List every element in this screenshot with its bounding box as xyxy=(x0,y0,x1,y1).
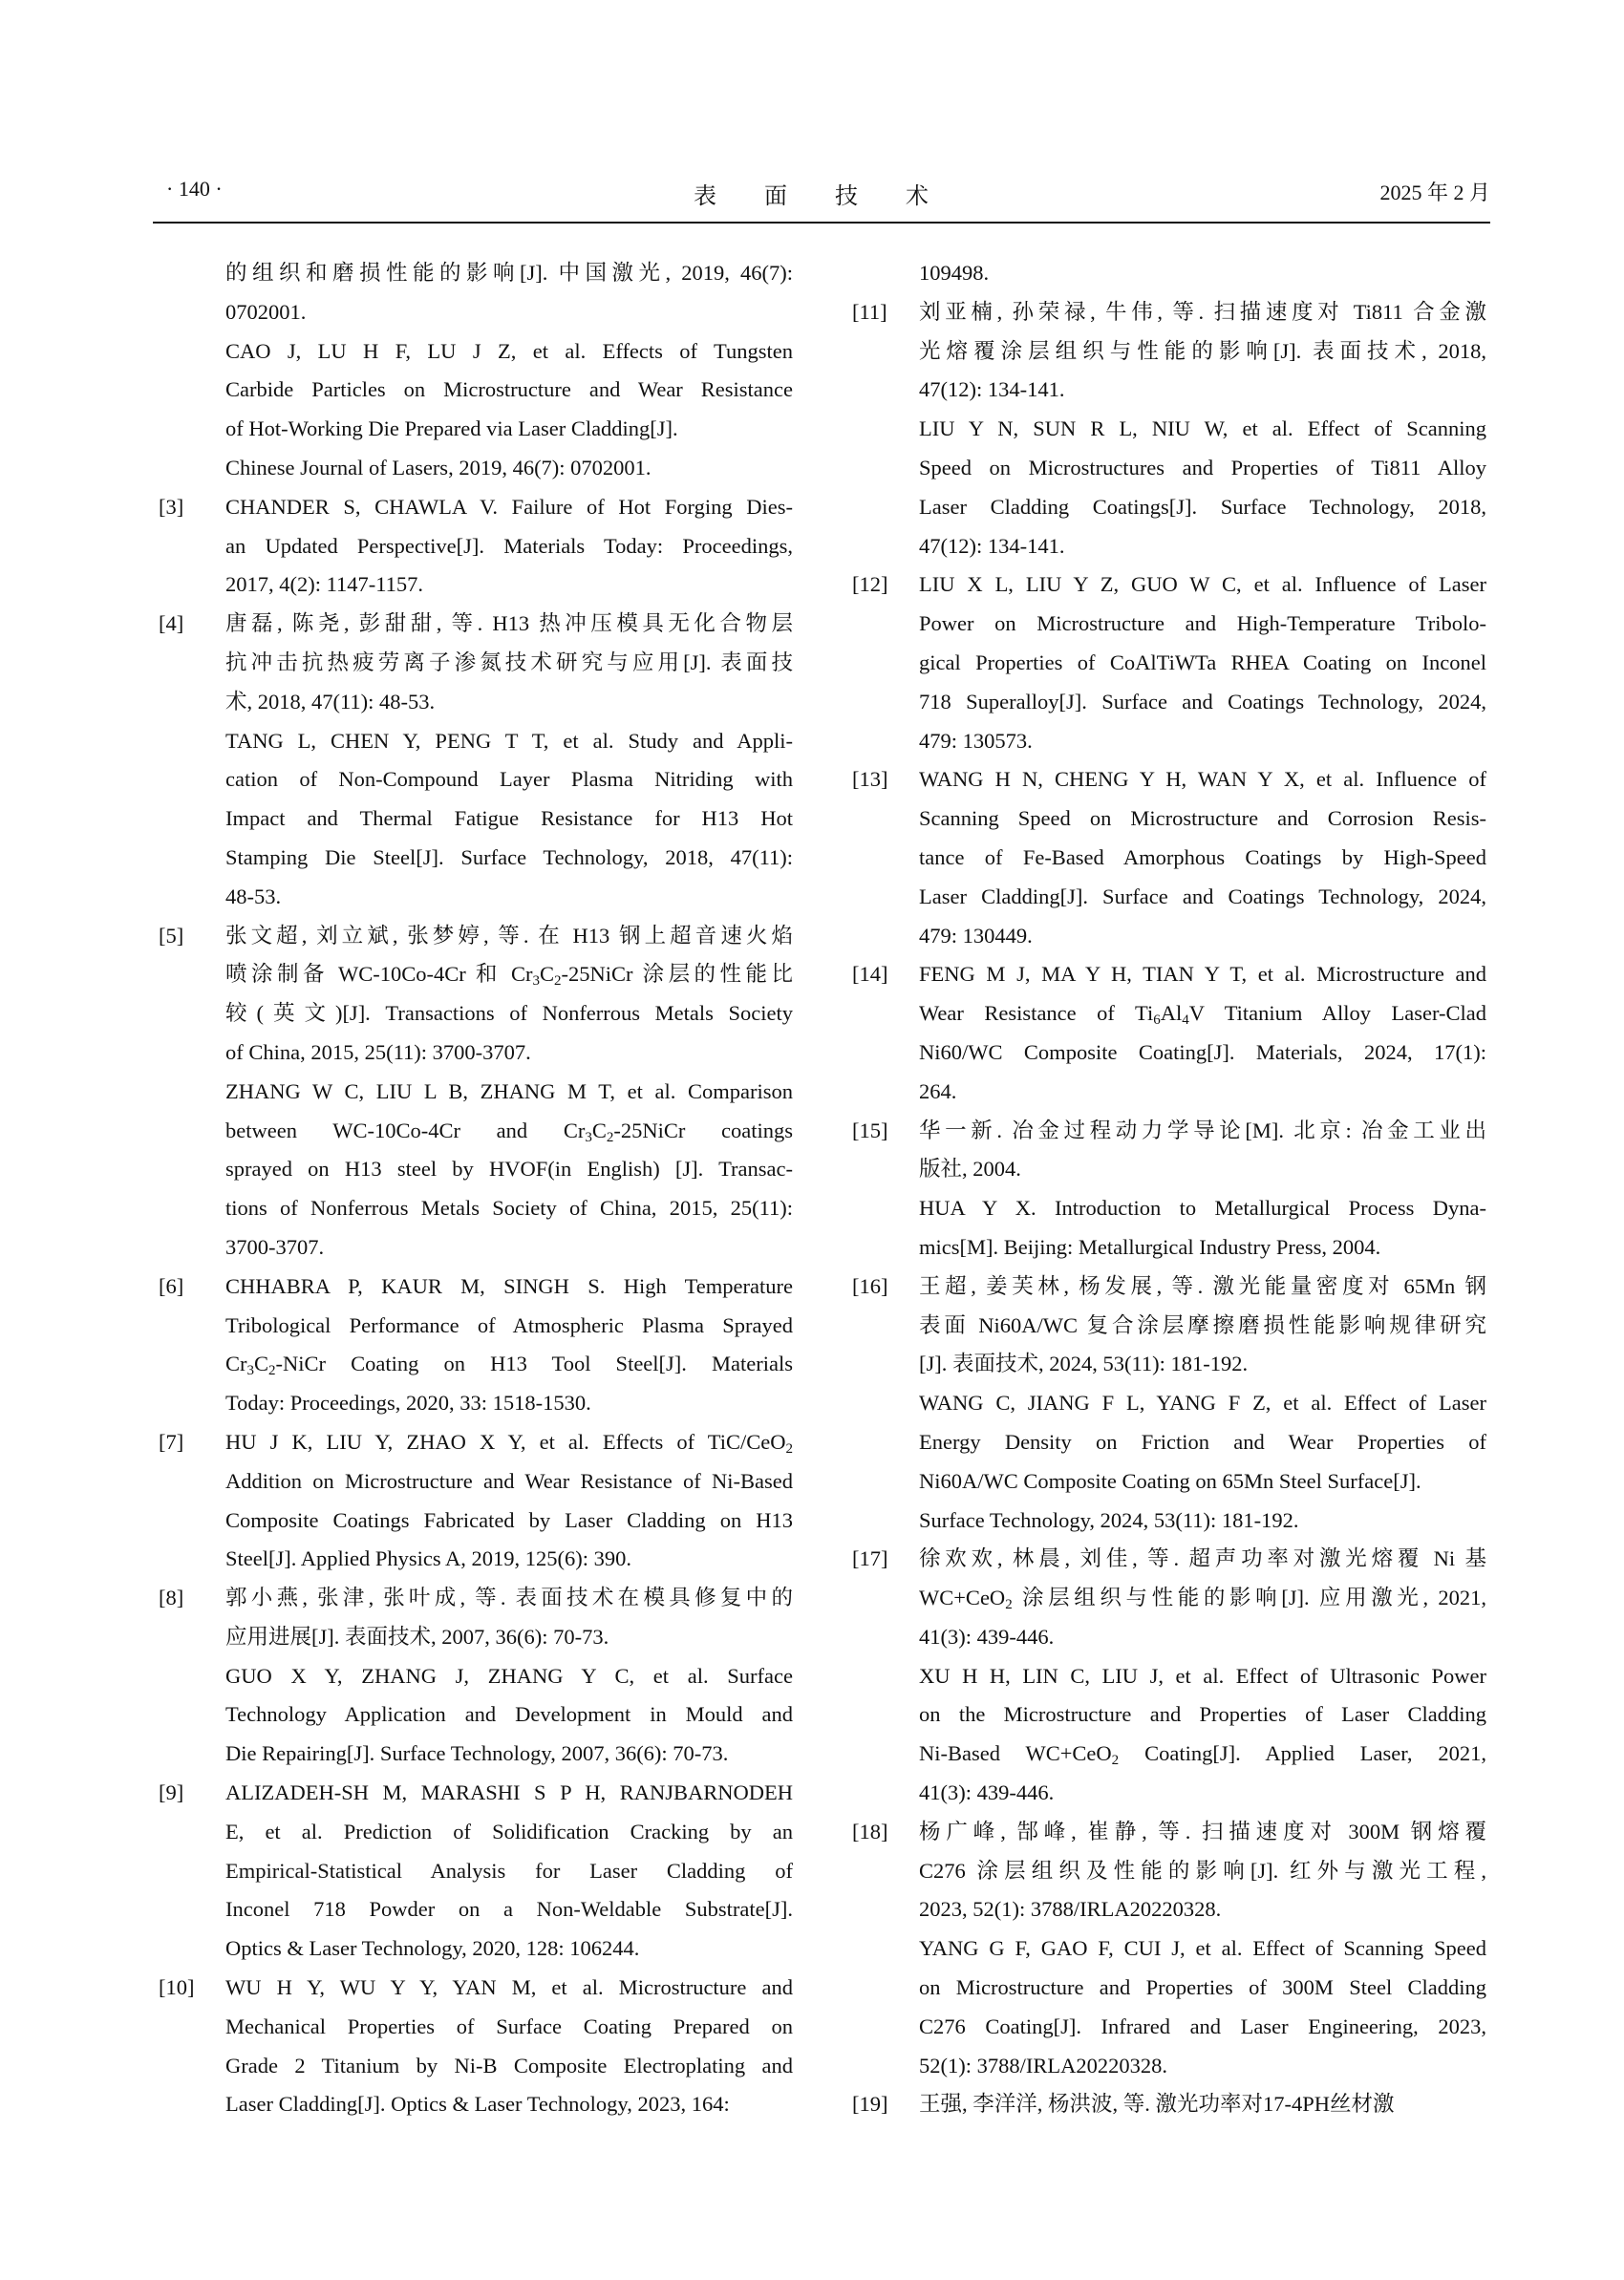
reference-line: C276 Coating[J]. Infrared and Laser Engineering, 2023, xyxy=(919,2014,1486,2038)
reference-line: Today: Proceedings, 2020, 33: 1518-1530. xyxy=(225,1391,591,1416)
reference-line: CHANDER S, CHAWLA V. Failure of Hot Forging Dies- xyxy=(225,494,793,519)
reference-number: [7] xyxy=(159,1429,184,1454)
reference-entry xyxy=(846,1813,1486,2086)
reference-entry xyxy=(153,488,793,605)
reference-entry xyxy=(846,955,1486,1111)
reference-line: of Hot-Working Die Prepared via Laser Cladding[J]. xyxy=(225,416,678,441)
reference-line: 应用进展[J]. 表面技术, 2007, 36(6): 70-73. xyxy=(225,1624,609,1649)
reference-entry xyxy=(153,605,793,916)
reference-line: 喷涂制备 WC-10Co-4Cr 和 $Cr_3C_2-25NiCr$ 涂层的性能比 xyxy=(225,962,793,990)
reference-line: of China, 2015, 25(11): 3700-3707. xyxy=(225,1039,531,1064)
reference-number: [8] xyxy=(159,1586,184,1610)
journal-title: 表 面 技 术 xyxy=(694,184,950,209)
reference-line: Chinese Journal of Lasers, 2019, 46(7): 0702001. xyxy=(225,455,652,479)
reference-line: 术, 2018, 47(11): 48-53. xyxy=(225,689,436,714)
reference-line: Mechanical Properties of Surface Coating Prepared on xyxy=(225,2014,793,2038)
reference-line: FENG M J, MA Y H, TIAN Y T, et al. Microstructure and xyxy=(919,962,1486,987)
page-number: · 140 · xyxy=(166,177,223,201)
reference-line: tance of Fe-Based Amorphous Coatings by High-Speed xyxy=(919,844,1486,869)
reference-entry xyxy=(846,293,1486,566)
reference-line: Wear Resistance of $Ti_6Al_4V$ Titanium Alloy Laser-Clad xyxy=(919,1001,1486,1029)
reference-entry xyxy=(846,1540,1486,1813)
reference-number: [12] xyxy=(852,572,888,597)
reference-line: 264. xyxy=(919,1078,957,1103)
reference-line: Speed on Microstructures and Properties of Ti811 Alloy xyxy=(919,455,1486,479)
reference-line: WANG C, JIANG F L, YANG F Z, et al. Effect of Laser xyxy=(919,1391,1486,1416)
reference-line: 41(3): 439-446. xyxy=(919,1780,1055,1805)
reference-line: on Microstructure and Properties of 300M Steel Cladding xyxy=(919,1975,1486,2000)
reference-number: [3] xyxy=(159,494,184,519)
reference-number: [18] xyxy=(852,1819,888,1843)
reference-line: 718 Superalloy[J]. Surface and Coatings Technology, 2024, xyxy=(919,689,1486,714)
reference-line: Addition on Microstructure and Wear Resistance of Ni-Based xyxy=(225,1468,793,1493)
reference-entry xyxy=(153,1579,793,1774)
reference-line: 唐磊, 陈尧, 彭甜甜, 等. H13 热冲压模具无化合物层 xyxy=(225,611,793,636)
reference-line: TANG L, CHEN Y, PENG T T, et al. Study and Appli- xyxy=(225,728,793,753)
reference-line: 抗冲击抗热疲劳离子渗氮技术研究与应用[J]. 表面技 xyxy=(225,650,793,674)
reference-line: ZHANG W C, LIU L B, ZHANG M T, et al. Comparison xyxy=(225,1078,793,1103)
reference-line: 徐欢欢, 林晨, 刘佳, 等. 超声功率对激光熔覆 Ni 基 xyxy=(919,1546,1486,1571)
reference-number: [13] xyxy=(852,767,888,792)
reference-line: 表面 Ni60A/WC 复合涂层摩擦磨损性能影响规律研究 xyxy=(919,1312,1486,1337)
header-rule xyxy=(153,222,1490,224)
reference-line: 2017, 4(2): 1147-1157. xyxy=(225,572,424,597)
reference-entry xyxy=(153,1423,793,1579)
reference-line: 郭小燕, 张津, 张叶成, 等. 表面技术在模具修复中的 xyxy=(225,1586,793,1610)
reference-line: GUO X Y, ZHANG J, ZHANG Y C, et al. Surface xyxy=(225,1663,793,1688)
reference-line: tions of Nonferrous Metals Society of China, 2015, 25(11): xyxy=(225,1196,793,1221)
reference-line: Optics & Laser Technology, 2020, 128: 106244. xyxy=(225,1936,640,1961)
reference-line: Technology Application and Development in Mould and xyxy=(225,1702,793,1727)
reference-number: [16] xyxy=(852,1273,888,1298)
reference-number: [14] xyxy=(852,962,888,987)
reference-line: 王强, 李洋洋, 杨洪波, 等. 激光功率对17-4PH丝材激 xyxy=(919,2092,1395,2117)
reference-line: 52(1): 3788/IRLA20220328. xyxy=(919,2053,1167,2078)
issue-date: 2025 年 2 月 xyxy=(1379,181,1490,204)
reference-line: 的组织和磨损性能的影响[J]. 中国激光, 2019, 46(7): xyxy=(225,261,793,285)
reference-number: [11] xyxy=(852,299,887,324)
reference-line: sprayed on H13 steel by HVOF(in English) [J]. Transac- xyxy=(225,1157,793,1182)
reference-line: XU H H, LIN C, LIU J, et al. Effect of Ultrasonic Power xyxy=(919,1663,1486,1688)
reference-line: Tribological Performance of Atmospheric Plasma Sprayed xyxy=(225,1312,793,1337)
reference-line: 3700-3707. xyxy=(225,1234,325,1259)
reference-number: [5] xyxy=(159,923,184,948)
reference-number: [10] xyxy=(159,1975,195,2000)
left-column xyxy=(153,254,793,2124)
reference-entry xyxy=(846,1112,1486,1268)
reference-line: Composite Coatings Fabricated by Laser Cladding on H13 xyxy=(225,1507,793,1532)
reference-line: Laser Cladding[J]. Optics & Laser Technology, 2023, 164: xyxy=(225,2092,730,2117)
reference-line: Power on Microstructure and High-Temperature Tribolo- xyxy=(919,611,1486,636)
reference-entry xyxy=(153,254,793,488)
reference-line: 较(英文)[J]. Transactions of Nonferrous Metals Society xyxy=(225,1001,793,1026)
reference-line: Steel[J]. Applied Physics A, 2019, 125(6): 390. xyxy=(225,1546,631,1571)
reference-line: Ni60/WC Composite Coating[J]. Materials, 2024, 17(1): xyxy=(919,1039,1486,1064)
reference-number: [15] xyxy=(852,1118,888,1142)
reference-line: Surface Technology, 2024, 53(11): 181-192. xyxy=(919,1507,1299,1532)
reference-line: 0702001. xyxy=(225,299,307,324)
reference-entry xyxy=(153,1774,793,1969)
reference-entry xyxy=(846,565,1486,760)
reference-line: 109498. xyxy=(919,261,990,285)
reference-number: [19] xyxy=(852,2092,888,2117)
reference-line: Ni-Based WC+CeO$_2$ Coating[J]. Applied Laser, 2021, xyxy=(919,1741,1486,1769)
reference-line: Carbide Particles on Microstructure and Wear Resistance xyxy=(225,377,793,402)
reference-line: LIU X L, LIU Y Z, GUO W C, et al. Influence of Laser xyxy=(919,572,1486,597)
reference-line: Scanning Speed on Microstructure and Corrosion Resis- xyxy=(919,806,1486,831)
reference-line: CHHABRA P, KAUR M, SINGH S. High Temperature xyxy=(225,1273,793,1298)
reference-number: [9] xyxy=(159,1780,184,1805)
reference-line: $Cr_3C_2$-NiCr Coating on H13 Tool Steel[J]. Materials xyxy=(225,1352,793,1379)
reference-number: [6] xyxy=(159,1273,184,1298)
reference-line: WU H Y, WU Y Y, YAN M, et al. Microstructure and xyxy=(225,1975,793,2000)
reference-line: HUA Y X. Introduction to Metallurgical Process Dyna- xyxy=(919,1196,1486,1221)
reference-line: cation of Non-Compound Layer Plasma Nitriding with xyxy=(225,767,793,792)
reference-line: Impact and Thermal Fatigue Resistance for H13 Hot xyxy=(225,806,793,831)
reference-number: [17] xyxy=(852,1546,888,1571)
reference-entry xyxy=(153,917,793,1268)
reference-line: 47(12): 134-141. xyxy=(919,533,1065,558)
right-column xyxy=(846,254,1486,2124)
reference-line: Inconel 718 Powder on a Non-Weldable Substrate[J]. xyxy=(225,1897,793,1922)
reference-entry xyxy=(846,2085,1486,2124)
reference-line: E, et al. Prediction of Solidification Cracking by an xyxy=(225,1819,793,1843)
reference-line: C276 涂层组织及性能的影响[J]. 红外与激光工程, xyxy=(919,1858,1486,1883)
reference-line: WANG H N, CHENG Y H, WAN Y X, et al. Influence of xyxy=(919,767,1486,792)
reference-line: Energy Density on Friction and Wear Properties of xyxy=(919,1429,1486,1454)
reference-entry xyxy=(846,254,1486,293)
reference-line: Laser Cladding[J]. Surface and Coatings Technology, 2024, xyxy=(919,884,1486,908)
reference-line: Grade 2 Titanium by Ni-B Composite Electroplating and xyxy=(225,2053,793,2078)
reference-line: [J]. 表面技术, 2024, 53(11): 181-192. xyxy=(919,1352,1249,1376)
reference-line: HU J K, LIU Y, ZHAO X Y, et al. Effects of TiC/CeO$_2$ xyxy=(225,1429,793,1457)
reference-line: 王超, 姜芙林, 杨发展, 等. 激光能量密度对 65Mn 钢 xyxy=(919,1273,1486,1298)
reference-entry xyxy=(153,1268,793,1423)
reference-line: Laser Cladding Coatings[J]. Surface Technology, 2018, xyxy=(919,494,1486,519)
reference-number: [4] xyxy=(159,611,184,636)
reference-line: 光熔覆涂层组织与性能的影响[J]. 表面技术, 2018, xyxy=(919,338,1486,363)
reference-line: Empirical-Statistical Analysis for Laser Cladding of xyxy=(225,1858,793,1883)
reference-line: CAO J, LU H F, LU J Z, et al. Effects of Tungsten xyxy=(225,338,793,363)
reference-line: Stamping Die Steel[J]. Surface Technology, 2018, 47(11): xyxy=(225,844,793,869)
reference-line: gical Properties of CoAlTiWTa RHEA Coating on Inconel xyxy=(919,650,1486,674)
reference-line: 2023, 52(1): 3788/IRLA20220328. xyxy=(919,1897,1222,1922)
reference-line: WC+CeO$_2$ 涂层组织与性能的影响[J]. 应用激光, 2021, xyxy=(919,1586,1486,1613)
reference-line: 刘亚楠, 孙荣禄, 牛伟, 等. 扫描速度对 Ti811 合金激 xyxy=(919,299,1486,324)
page-header xyxy=(153,177,1490,215)
reference-line: Ni60A/WC Composite Coating on 65Mn Steel Surface[J]. xyxy=(919,1468,1421,1493)
reference-line: 479: 130573. xyxy=(919,728,1033,753)
reference-line: ALIZADEH-SH M, MARASHI S P H, RANJBARNODEH xyxy=(225,1780,793,1805)
reference-line: 华一新. 冶金过程动力学导论[M]. 北京: 冶金工业出 xyxy=(919,1118,1486,1142)
reference-line: 47(12): 134-141. xyxy=(919,377,1065,402)
reference-line: an Updated Perspective[J]. Materials Today: Proceedings, xyxy=(225,533,793,558)
reference-line: LIU Y N, SUN R L, NIU W, et al. Effect of Scanning xyxy=(919,416,1486,441)
reference-line: 张文超, 刘立斌, 张梦婷, 等. 在 H13 钢上超音速火焰 xyxy=(225,923,793,948)
reference-line: 48-53. xyxy=(225,884,282,908)
reference-entry xyxy=(846,760,1486,955)
reference-line: Die Repairing[J]. Surface Technology, 2007, 36(6): 70-73. xyxy=(225,1741,729,1766)
reference-line: 41(3): 439-446. xyxy=(919,1624,1055,1649)
reference-line: mics[M]. Beijing: Metallurgical Industry Press, 2004. xyxy=(919,1234,1381,1259)
reference-line: 479: 130449. xyxy=(919,923,1033,948)
reference-entry xyxy=(846,1268,1486,1541)
reference-line: on the Microstructure and Properties of Laser Cladding xyxy=(919,1702,1486,1727)
reference-line: 杨广峰, 郜峰, 崔静, 等. 扫描速度对 300M 钢熔覆 xyxy=(919,1819,1486,1843)
reference-entry xyxy=(153,1969,793,2124)
reference-line: YANG G F, GAO F, CUI J, et al. Effect of Scanning Speed xyxy=(919,1936,1486,1961)
reference-line: 版社, 2004. xyxy=(919,1157,1021,1182)
reference-line: between WC-10Co-4Cr and $Cr_3C_2-25NiCr$ coatings xyxy=(225,1118,793,1145)
